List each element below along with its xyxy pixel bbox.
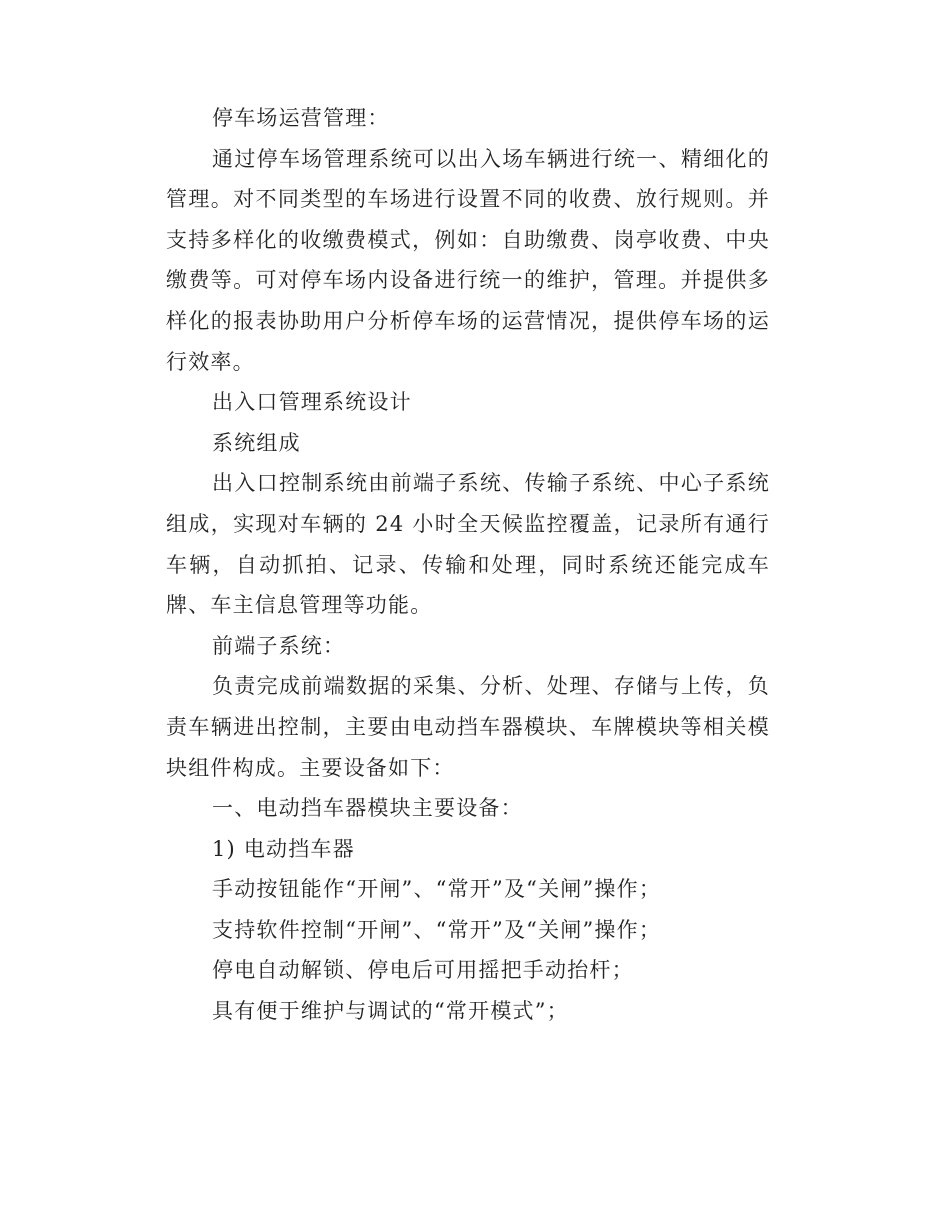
list-item-power-failure-unlock: 停电自动解锁、停电后可用摇把手动抬杆； bbox=[212, 958, 634, 983]
heading-parking-operation: 停车场运营管理： bbox=[212, 106, 390, 130]
document-body bbox=[166, 98, 770, 1032]
heading-barrier-module: 一、电动挡车器模块主要设备： bbox=[212, 796, 523, 821]
paragraph-system-composition: 出入口控制系统由前端子系统、传输子系统、中心子系统组成，实现对车辆的 24 小时全天候监控覆盖，记录所有通行车辆，自动抓拍、记录、传输和处理，同时系统还能完成车牌、车主信息管理等功能。 bbox=[166, 471, 770, 618]
paragraph-front-end-subsystem: 负责完成前端数据的采集、分析、处理、存储与上传，负责车辆进出控制，主要由电动挡车器模块、车牌模块等相关模块组件构成。主要设备如下： bbox=[166, 674, 770, 780]
heading-system-composition: 系统组成 bbox=[212, 430, 301, 455]
heading-front-end-subsystem: 前端子系统： bbox=[212, 633, 346, 658]
list-item-software-control: 支持软件控制“开闸”、“常开”及“关闸”操作； bbox=[212, 917, 662, 942]
heading-entrance-system-design: 出入口管理系统设计 bbox=[212, 390, 412, 415]
heading-electric-barrier: 1) 电动挡车器 bbox=[212, 836, 355, 861]
list-item-normally-open-mode: 具有便于维护与调试的“常开模式”； bbox=[212, 999, 569, 1024]
paragraph-parking-operation: 通过停车场管理系统可以出入场车辆进行统一、精细化的管理。对不同类型的车场进行设置不同的收费、放行规则。并支持多样化的收缴费模式，例如：自助缴费、岗亭收费、中央缴费等。可对停车场内设备进行统一的维护，管理。并提供多样化的报表协助用户分析停车场的运营情况，提供停车场的运行效率。 bbox=[166, 146, 770, 374]
list-item-manual-button: 手动按钮能作“开闸”、“常开”及“关闸”操作； bbox=[212, 877, 662, 902]
